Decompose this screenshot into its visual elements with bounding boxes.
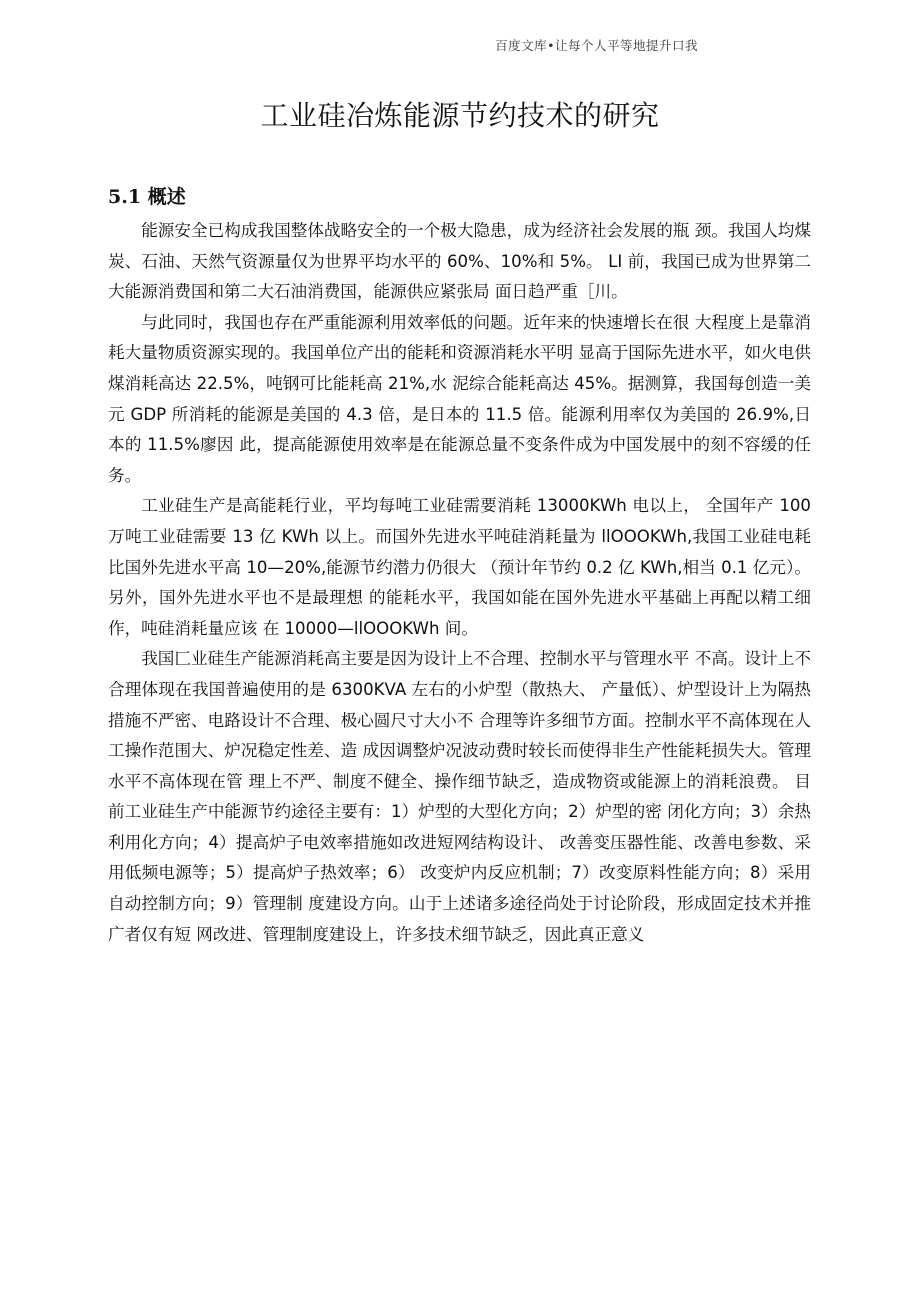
paragraph: 我国匚业硅生产能源消耗高主要是因为设计上不合理、控制水平与管理水平 不高。设计上不合理体现在我国普遍使用的是 6300KVA 左右的小炉型（散热大、 产量低）、炉型设计上为隔热措施不严密、电路设计不合理、极心圆尺寸大小不 合理等许多细节方面。控制水平不高体现在人工操作范围大、炉况稳定性差、造 成因调整炉况波动费时较长而使得非生产性能耗损失大。管理水平不高体现在管 理上不严、制度不健全、操作细节缺乏，造成物资或能源上的消耗浪费。 目前工业硅生产中能源节约途径主要有：1）炉型的大型化方向；2）炉型的密 闭化方向；3）余热利用化方向；4）提高炉子电效率措施如改进短网结构设计、 改善变压器性能、改善电参数、采用低频电源等；5）提高炉子热效率；6） 改变炉内反应机制；7）改变原料性能方向；8）采用自动控制方向；9）管理制 度建设方向。山于上述诸多途径尚处于讨论阶段，形成固定技术并推广者仅有短 网改进、管理制度建设上，许多技术细节缺乏，因此真正意义 [108,649,811,944]
body-text [108,216,811,950]
section-number: 5.1 [108,186,142,208]
paragraph: 工业硅生产是高能耗行业，平均每吨工业硅需要消耗 13000KWh 电以上， 全国年产 100 万吨工业硅需要 13 亿 KWh 以上。而国外先进水平吨硅消耗量为 llOOOKWh,我国工业硅电耗比国外先进水平高 10—20%,能源节约潜力仍很大 （预计年节约 0.2 亿 KWh,相当 0.1 亿元）。另外，国外先进水平也不是最理想 的能耗水平，我国如能在国外先进水平基础上再配以精工细作，吨硅消耗量应该 在 10000—llOOOKWh 间。 [108,496,811,638]
page-header: 百度文库•让每个人平等地提升口我 [495,38,698,53]
section-heading [108,182,186,209]
section-title: 概述 [147,186,186,208]
paragraph: 能源安全已构成我国整体战略安全的一个极大隐患，成为经济社会发展的瓶 颈。我国人均煤炭、石油、天然气资源量仅为世界平均水平的 60%、10%和 5%。 LI 前，我国已成为世界第二大能源消费国和第二大石油消费国，能源供应紧张局 面日趋严重［川。 [108,221,811,302]
paragraph: 与此同时，我国也存在严重能源利用效率低的问题。近年来的快速增长在很 大程度上是靠消耗大量物质资源实现的。我国单位产出的能耗和资源消耗水平明 显高于国际先进水平，如火电供煤消耗高达 22.5%，吨钢可比能耗高 21%,水 泥综合能耗高达 45%。据测算，我国每创造一美元 GDP 所消耗的能源是美国的 4.3 倍，是日本的 11.5 倍。能源利用率仅为美国的 26.9%,日本的 11.5%廖因 此，提高能源使用效率是在能源总量不变条件成为中国发展中的刻不容缓的任 务。 [108,312,811,485]
document-title: 工业硅冶炼能源节约技术的研究 [260,99,660,132]
